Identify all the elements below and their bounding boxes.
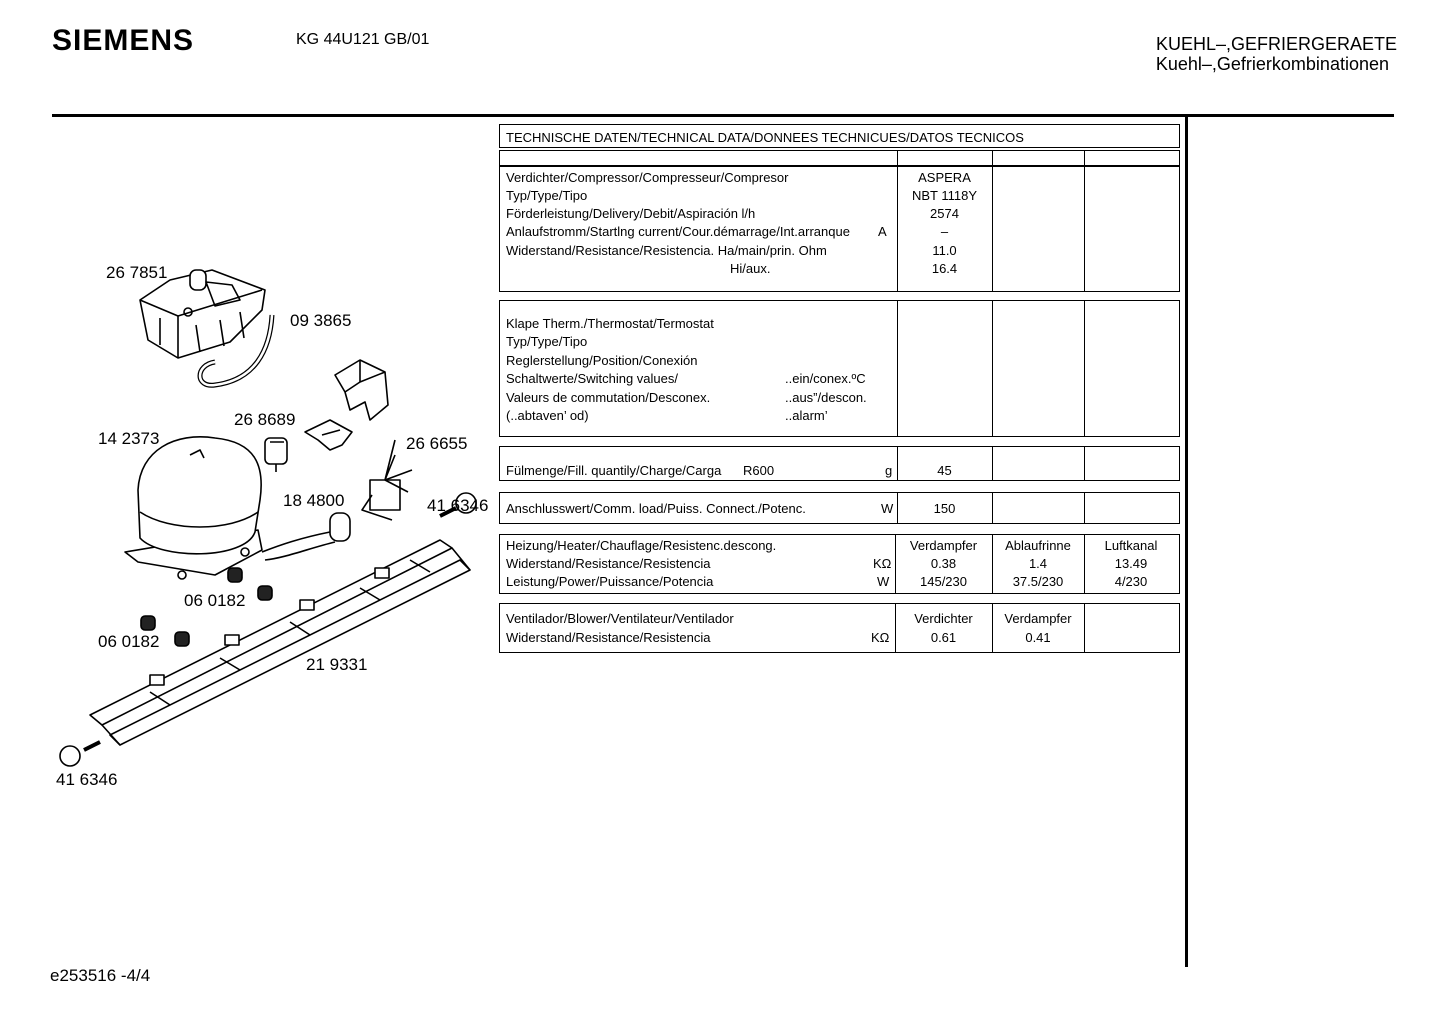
table-value: 16.4 [931,261,958,276]
part-number: 21 9331 [306,655,368,674]
heater-table [499,534,1180,594]
tech-title: TECHNISCHE DATEN/TECHNICAL DATA/DONNEES TECHNICUES/DATOS TECNICOS [506,130,1024,145]
tech-title-box [499,124,1180,148]
table-label: Widerstand/Resistance/Resistencia. Ha/main/prin. Ohm [506,243,827,258]
table-label: Ventilador/Blower/Ventilateur/Ventilador [506,611,734,626]
table-value: Verdichter [914,611,973,626]
table-label: Typ/Type/Tipo [506,334,588,349]
table-label: ..aus”/descon. [785,390,867,405]
table-value: Ablaufrinne [1005,538,1071,553]
table-label: Förderleistung/Delivery/Debit/Aspiración l/h [506,206,756,221]
table-value: 45 [937,463,952,478]
table-value: 13.49 [1114,556,1148,571]
table-label: Schaltwerte/Switching values/ [506,371,678,386]
unit-label: W [881,501,894,516]
document-id: e253516 -4/4 [50,966,151,985]
brand-logo: SIEMENS [52,24,195,57]
unit-label: KΩ [873,556,892,571]
compressor-table [499,166,1180,292]
part-number: 41 6346 [427,496,489,515]
table-value: Verdampfer [1004,611,1072,626]
table-value: Luftkanal [1104,538,1158,553]
capacitor-part [262,513,350,560]
part-number: 14 2373 [98,429,160,448]
table-value: 1.4 [1028,556,1048,571]
model-number: KG 44U121 GB/01 [296,31,430,48]
part-number: 26 8689 [234,410,296,429]
table-label: Leistung/Power/Puissance/Potencia [506,574,714,589]
parts-diagram [0,120,500,800]
part-number: 09 3865 [290,311,352,330]
category-lower: Kuehl–,Gefrierkombinationen [1155,54,1389,74]
table-label: Anlaufstromm/Startlng current/Cour.démarrage/Int.arranque [506,224,850,239]
table-value: NBT 1118Y [911,188,978,203]
cover-part [335,360,388,420]
compressor-part [125,437,262,579]
unit-label: g [885,463,893,478]
relay-box-part [140,270,265,358]
bracket-part [305,420,352,450]
table-label: Widerstand/Resistance/Resistencia [506,556,711,571]
category-upper: KUEHL–,GEFRIERGERAETE [1155,34,1397,54]
unit-label: KΩ [871,630,890,645]
table-value: 150 [933,501,956,516]
right-divider [1185,117,1188,967]
table-value: – [940,224,949,239]
tech-header-strip [499,150,1180,166]
refrigerant-label: R600 [743,463,775,478]
table-value: 11.0 [932,243,957,258]
thermostat-table [499,300,1180,437]
table-label: Typ/Type/Tipo [506,188,588,203]
table-label: Fülmenge/Fill. quantily/Charge/Carga [506,463,722,478]
table-value: Verdampfer [909,538,978,553]
table-value: ASPERA [918,170,971,185]
unit-label: A [878,224,887,239]
table-label: Valeurs de commutation/Desconex. [506,390,711,405]
fan-motor-part [362,440,412,520]
unit-label: W [877,574,890,589]
table-label: Verdichter/Compressor/Compresseur/Compresor [506,170,789,185]
load-table [499,492,1180,524]
header-divider [52,114,1394,117]
table-label: Klape Therm./Thermostat/Termostat [506,316,714,331]
fill-table [499,446,1180,481]
overload-part [265,438,287,472]
part-number: 06 0182 [184,591,246,610]
part-number: 26 6655 [406,434,468,453]
part-number: 41 6346 [56,770,118,789]
table-label: Anschlusswert/Comm. load/Puiss. Connect./Potenc. [506,501,806,516]
table-label: Widerstand/Resistance/Resistencia [506,630,711,645]
table-value: 0.61 [930,630,957,645]
part-number: 18 4800 [283,491,345,510]
table-value: 145/230 [920,574,967,589]
table-value: 0.38 [930,556,957,571]
blower-table [499,603,1180,653]
part-number: 06 0182 [98,632,160,651]
table-label: Hi/aux. [730,261,771,276]
table-label: (..abtaven’ od) [506,408,589,423]
table-value: 2574 [930,206,959,221]
table-label: Reglerstellung/Position/Conexión [506,353,698,368]
table-value: 0.41 [1025,630,1051,645]
table-label: ..ein/conex.ºC [785,371,866,386]
table-label: Heizung/Heater/Chauflage/Resistenc.descong. [506,538,777,553]
table-value: 4/230 [1114,574,1148,589]
table-label: ..alarm’ [785,408,828,423]
part-number: 26 7851 [106,263,168,282]
table-value: 37.5/230 [1012,574,1064,589]
